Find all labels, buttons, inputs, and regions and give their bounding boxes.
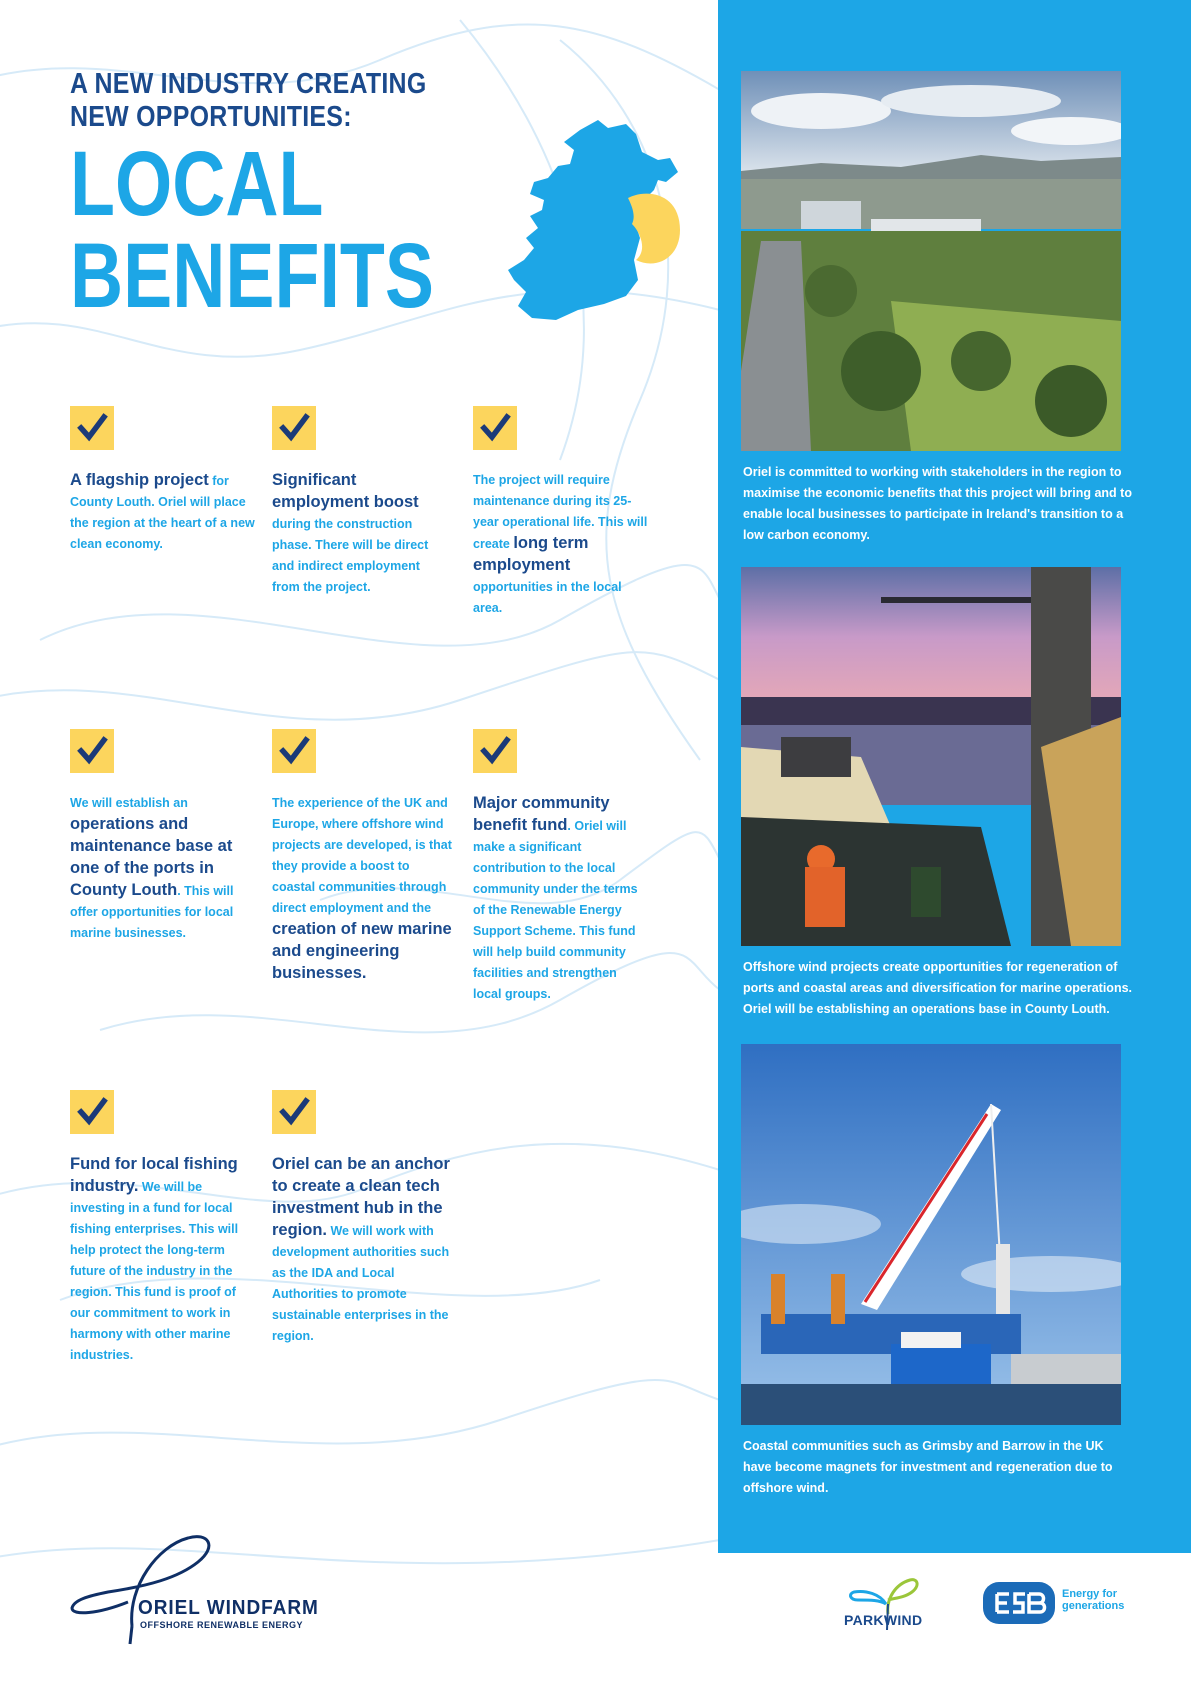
benefit-body: opportunities in the local area. xyxy=(473,580,622,615)
check-icon xyxy=(70,406,114,450)
benefit-flagship xyxy=(70,406,255,555)
subtitle-line-1: A NEW INDUSTRY CREATING xyxy=(70,68,427,100)
benefit-body: We will work with development authorities such as the IDA and Local Authorities to promote sustainable enterprises in the region. xyxy=(272,1224,450,1343)
page-title xyxy=(70,133,454,327)
oriel-logo-name: ORIEL WINDFARM xyxy=(138,1597,319,1619)
caption-stakeholders: Oriel is committed to working with stakeholders in the region to maximise the economic benefits that this project will bring and to enable local businesses to participate in Ireland's transition to a low carbon economy. xyxy=(743,465,1132,542)
benefit-lead: Significant employment boost xyxy=(272,471,419,511)
benefit-body: The project will require maintenance during its 25-year operational life. This will create xyxy=(473,473,648,551)
check-icon xyxy=(70,729,114,773)
benefit-long-term-employment xyxy=(473,406,653,619)
benefit-employment-boost xyxy=(272,406,447,598)
benefit-clean-tech-hub xyxy=(272,1090,452,1347)
benefit-highlight: creation of new marine and engineering businesses. xyxy=(272,920,452,982)
benefit-lead: A flagship project xyxy=(70,471,209,489)
title-line-1: LOCAL xyxy=(70,133,324,235)
check-icon xyxy=(272,406,316,450)
esb-logo-icon xyxy=(983,1582,1055,1624)
benefit-lead: Fund for local fishing industry. xyxy=(70,1155,238,1195)
caption-coastal-communities: Coastal communities such as Grimsby and Barrow in the UK have become magnets for investment and regeneration due to offshore wind. xyxy=(743,1439,1113,1495)
benefit-coastal-communities xyxy=(272,729,452,985)
benefit-lead: Major community benefit fund xyxy=(473,794,610,834)
subtitle-line-2: NEW OPPORTUNITIES: xyxy=(70,101,352,133)
benefit-lead: Oriel can be an anchor to create a clean tech investment hub in the region. xyxy=(272,1155,450,1239)
caption-regeneration: Offshore wind projects create opportunities for regeneration of ports and coastal areas and diversification for marine operations. Oriel will be establishing an operations base in County Louth. xyxy=(743,960,1133,1016)
check-icon xyxy=(473,406,517,450)
benefit-community-fund xyxy=(473,729,648,1005)
benefit-highlight: operations and maintenance base at one of the ports in County Louth xyxy=(70,815,233,899)
benefit-body: We will establish an xyxy=(70,796,188,810)
check-icon xyxy=(70,1090,114,1134)
benefit-body: . Oriel will make a significant contribution to the local community under the terms of the Renewable Energy Support Scheme. This fund will help build community facilities and strengthen local groups. xyxy=(473,819,638,1001)
benefit-highlight: long term employment xyxy=(473,534,589,574)
title-line-2: BENEFITS xyxy=(70,225,434,327)
benefit-operations-base xyxy=(70,729,245,944)
benefit-body: The experience of the UK and Europe, where offshore wind projects are developed, is that they provide a boost to coastal communities through direct employment and the xyxy=(272,796,452,915)
benefit-body: . This will offer opportunities for local marine businesses. xyxy=(70,884,234,940)
benefit-body: for County Louth. Oriel will place the region at the heart of a new clean economy. xyxy=(70,474,255,551)
ireland-map-icon xyxy=(508,120,708,325)
photo-aerial-town xyxy=(741,71,1121,451)
benefit-body: We will be investing in a fund for local fishing enterprises. This will help protect the long-term future of the industry in the region. This fund is proof of our commitment to work in harmony with other marine industries. xyxy=(70,1180,239,1362)
check-icon xyxy=(272,729,316,773)
oriel-logo-tagline: OFFSHORE RENEWABLE ENERGY xyxy=(140,1620,304,1630)
check-icon xyxy=(473,729,517,773)
photo-crane-vessel xyxy=(741,1044,1121,1425)
photo-harbour-sunset xyxy=(741,567,1121,946)
parkwind-logo-label: PARKWIND xyxy=(844,1612,923,1628)
esb-logo-tagline: Energy for generations xyxy=(1062,1588,1125,1612)
benefit-body: during the construction phase. There will be direct and indirect employment from the project. xyxy=(272,517,429,594)
check-icon xyxy=(272,1090,316,1134)
page-subtitle xyxy=(70,68,431,134)
benefit-fishing-fund xyxy=(70,1090,250,1366)
